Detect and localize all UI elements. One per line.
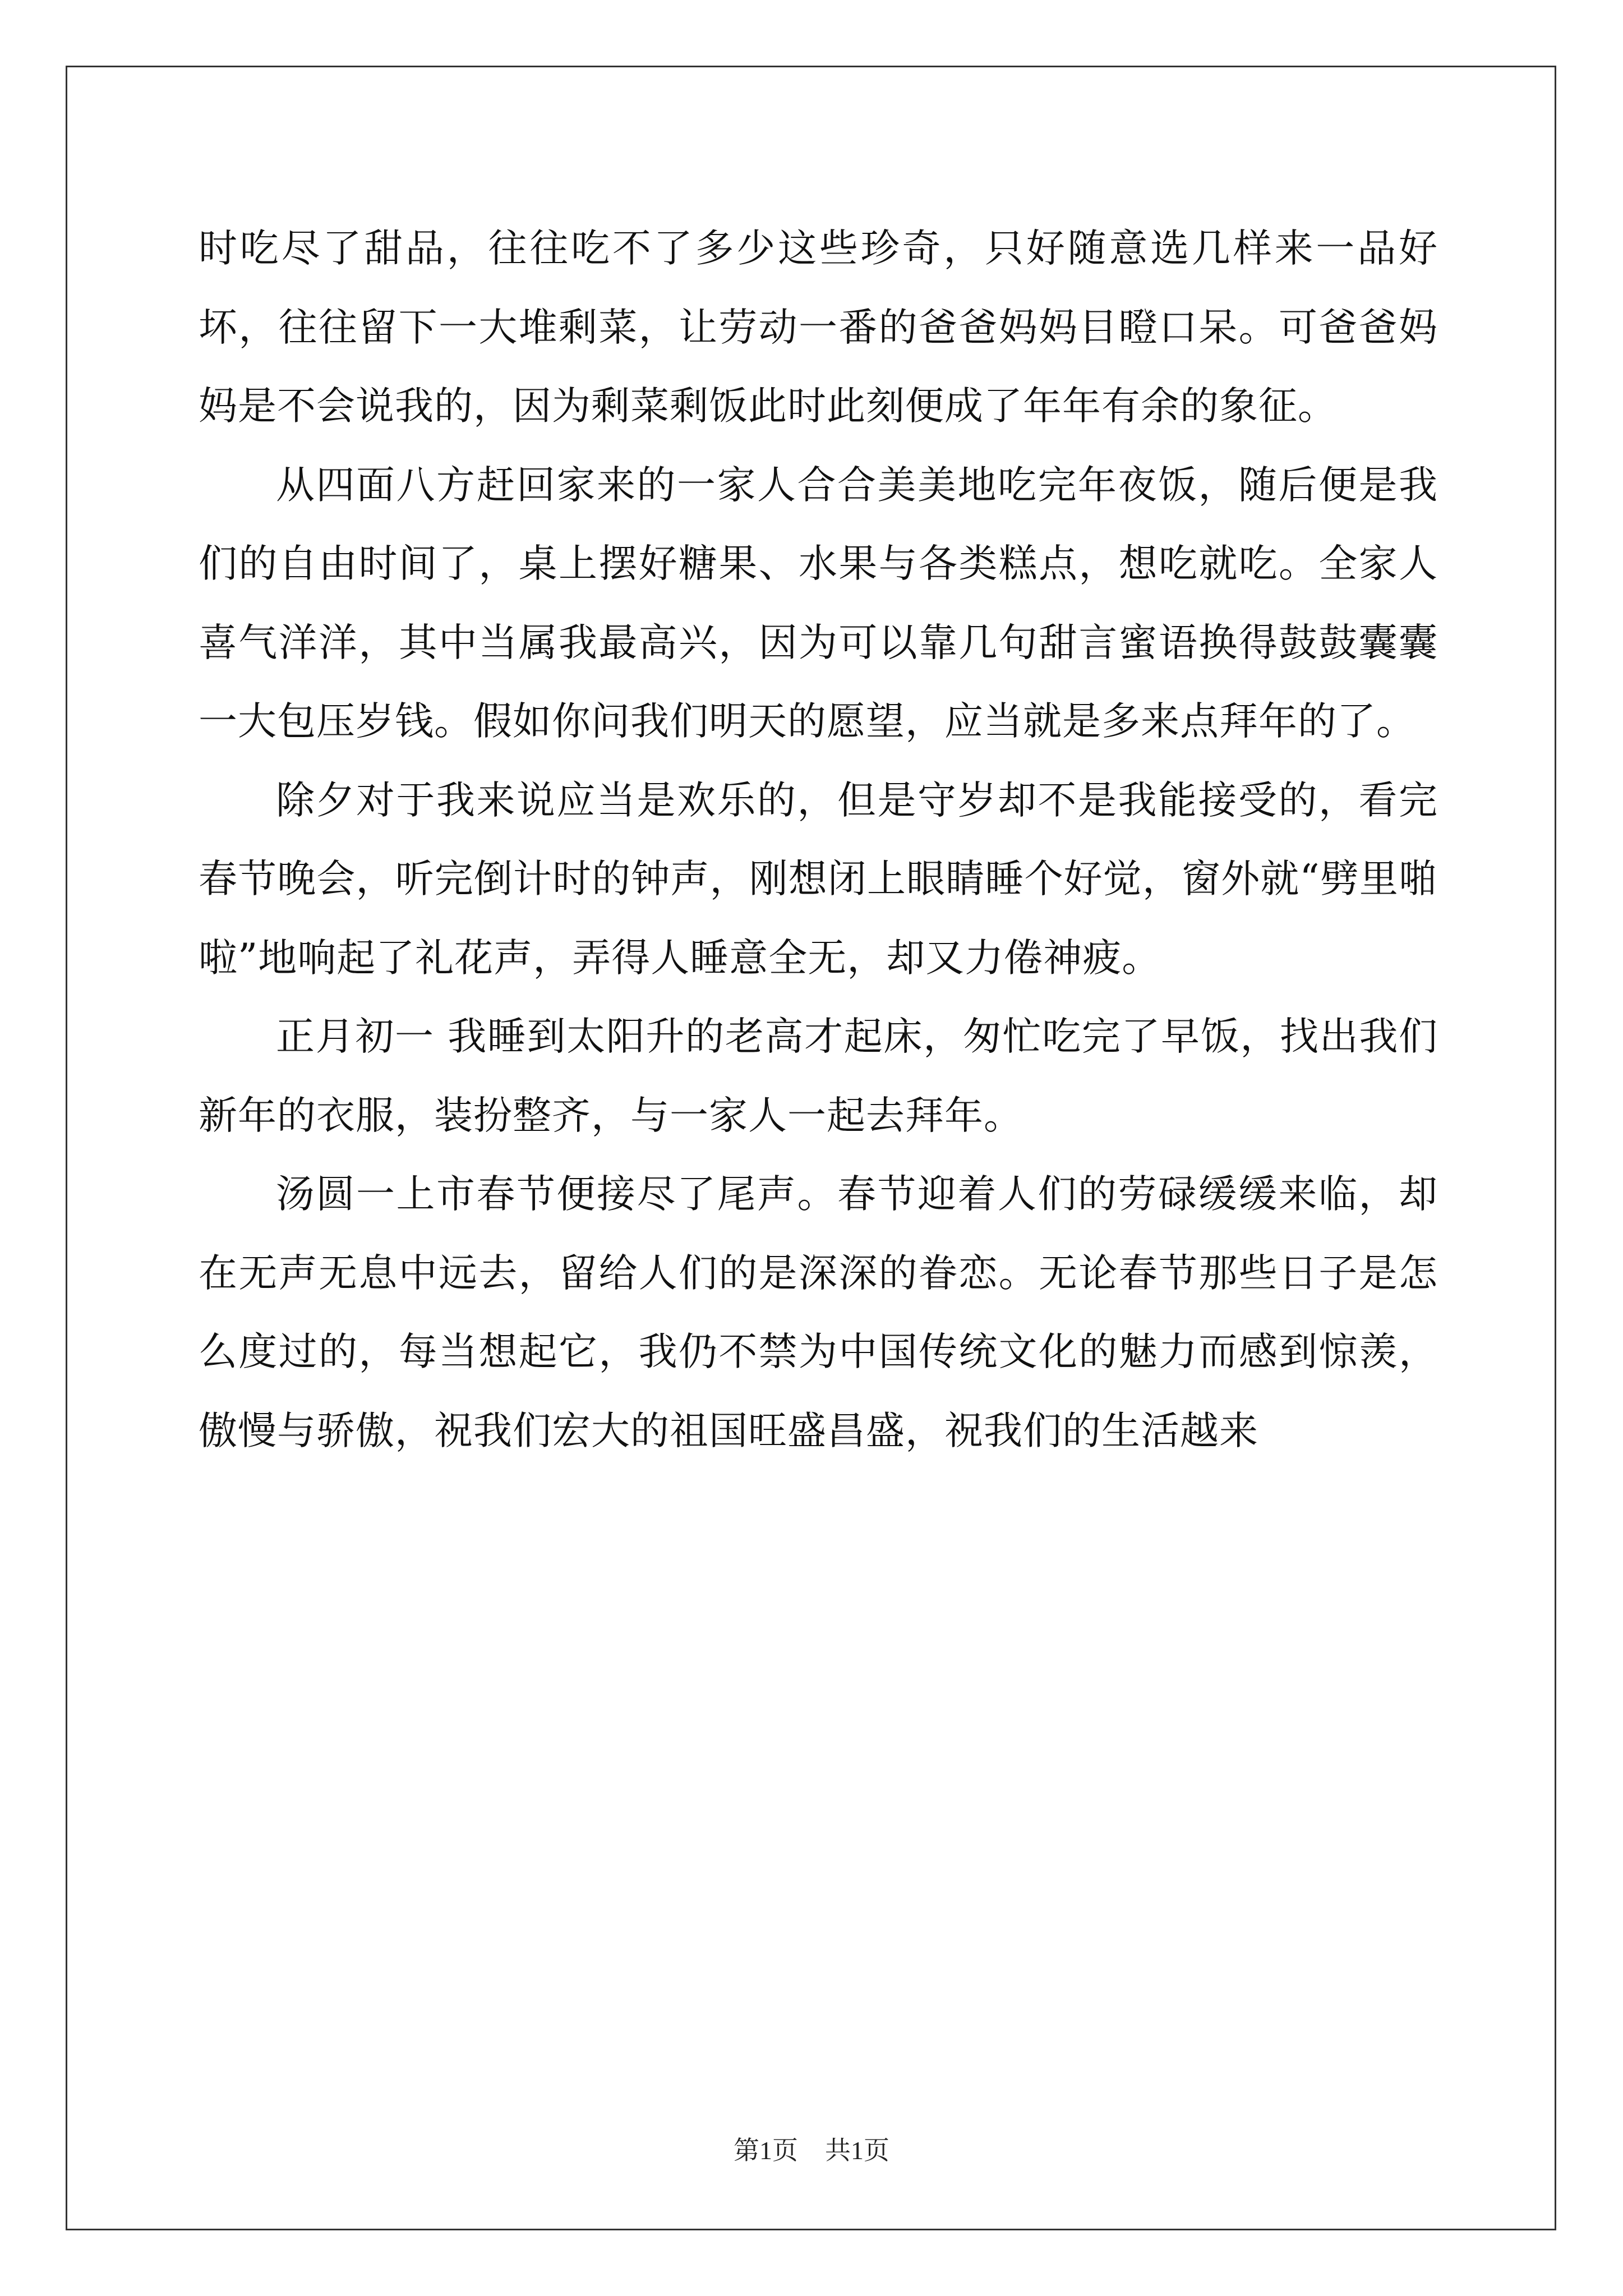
- paragraph-5: 汤圆一上市春节便接尽了尾声。春节迎着人们的劳碌缓缓来临，却在无声无息中远去，留给人们的是深深的眷恋。无论春节那些日子是怎么度过的，每当想起它，我仍不禁为中国传统文化的魅力而感到惊羡，傲慢与骄傲，祝我们宏大的祖国旺盛昌盛，祝我们的生活越来: [199, 1172, 1438, 1453]
- paragraph-4: 正月初一 我睡到太阳升的老高才起床，匆忙吃完了早饭，找出我们新年的衣服，装扮整齐，与一家人一起去拜年。: [199, 1014, 1438, 1138]
- paragraph-3: 除夕对于我来说应当是欢乐的，但是守岁却不是我能接受的，看完春节晚会，听完倒计时的钟声，刚想闭上眼睛睡个好觉，窗外就“劈里啪啦”地响起了礼花声，弄得人睡意全无，却又力倦神疲。: [199, 777, 1438, 981]
- page-number-total: 共1页: [825, 2136, 889, 2165]
- paragraph-1: 时吃尽了甜品，往往吃不了多少这些珍奇，只好随意选几样来一品好坏，往往留下一大堆剩菜，让劳动一番的爸爸妈妈目瞪口呆。可爸爸妈妈是不会说我的，因为剩菜剩饭此时此刻便成了年年有余的象征。: [199, 226, 1438, 429]
- paragraph-2: 从四面八方赶回家来的一家人合合美美地吃完年夜饭，随后便是我们的自由时间了，桌上摆好糖果、水果与各类糕点，想吃就吃。全家人喜气洋洋，其中当属我最高兴，因为可以靠几句甜言蜜语换得鼓鼓囊囊一大包压岁钱。假如你问我们明天的愿望，应当就是多来点拜年的了。: [199, 462, 1438, 744]
- page-footer: [0, 2130, 1623, 2167]
- page-number-current: 第1页: [734, 2136, 798, 2165]
- document-body: [199, 209, 1438, 1470]
